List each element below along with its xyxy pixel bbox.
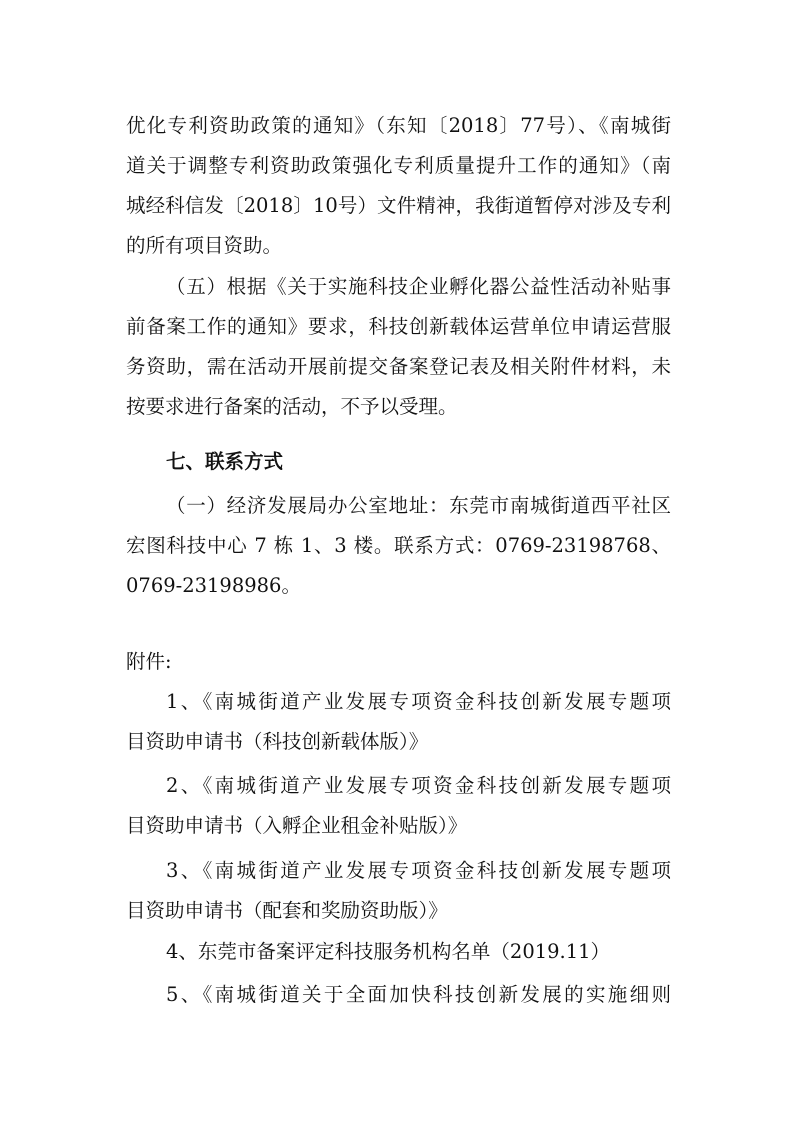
- paragraph-line: （五）根据《关于实施科技企业孵化器公益性活动补贴事: [166, 275, 671, 298]
- paragraph-line: 宏图科技中心 7 栋 1、3 楼。联系方式：0769-23198768、: [126, 534, 671, 557]
- attachments-label: 附件:: [126, 650, 172, 673]
- attachment-item: 5、《南城街道关于全面加快科技创新发展的实施细则: [166, 983, 671, 1006]
- attachment-item: 目资助申请书（入孵企业租金补贴版）》: [126, 814, 468, 837]
- paragraph-line: 务资助，需在活动开展前提交备案登记表及相关附件材料，未: [126, 355, 671, 378]
- paragraph-line: 的所有项目资助。: [126, 234, 283, 257]
- attachment-item: 3、《南城街道产业发展专项资金科技创新发展专题项: [166, 859, 671, 882]
- section-heading: 七、联系方式: [166, 450, 284, 473]
- attachment-item: 1、《南城街道产业发展专项资金科技创新发展专题项: [166, 690, 671, 713]
- paragraph-line: 城经科信发〔2018〕10号）文件精神，我街道暂停对涉及专利: [126, 194, 671, 217]
- paragraph-line: 道关于调整专利资助政策强化专利质量提升工作的通知》（南: [126, 154, 671, 177]
- paragraph-line: 按要求进行备案的活动，不予以受理。: [126, 395, 458, 418]
- attachment-item: 目资助申请书（配套和奖励资助版）》: [126, 899, 448, 922]
- paragraph-line: 优化专利资助政策的通知》（东知〔2018〕77号）、《南城街: [126, 114, 671, 137]
- attachment-item: 目资助申请书（科技创新载体版）》: [126, 730, 429, 753]
- attachment-item: 4、东莞市备案评定科技服务机构名单（2019.11）: [166, 940, 611, 963]
- paragraph-line: （一）经济发展局办公室地址：东莞市南城街道西平社区: [166, 494, 671, 517]
- paragraph-line: 0769-23198986。: [126, 574, 301, 597]
- attachment-item: 2、《南城街道产业发展专项资金科技创新发展专题项: [166, 774, 671, 797]
- paragraph-line: 前备案工作的通知》要求，科技创新载体运营单位申请运营服: [126, 315, 671, 338]
